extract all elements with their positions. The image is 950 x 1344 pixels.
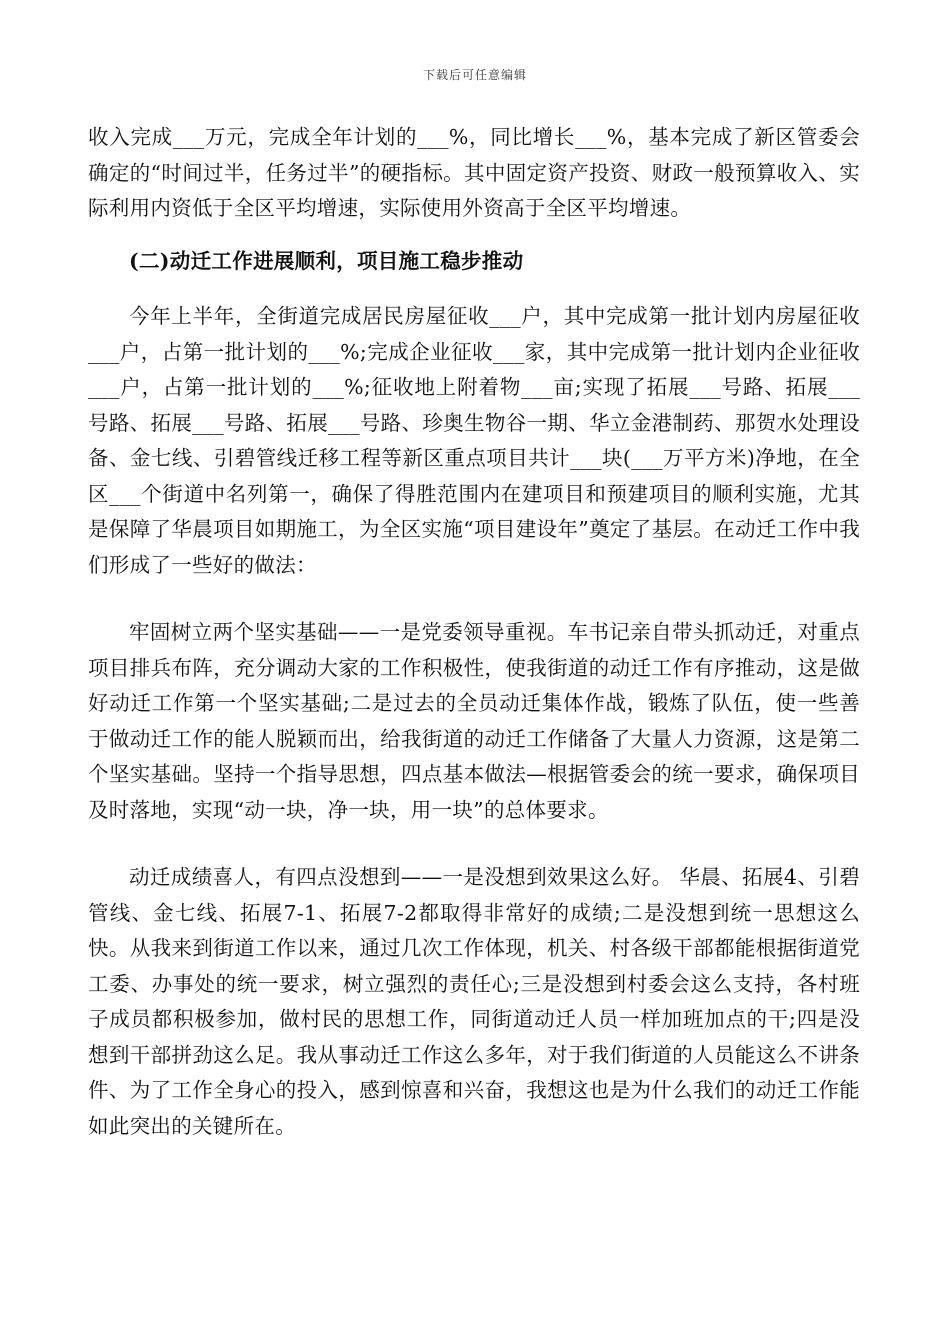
document-body bbox=[88, 120, 860, 1144]
page-header: 下载后可任意编辑 bbox=[422, 68, 527, 82]
paragraph-foundations: 牢固树立两个坚实基础——一是党委领导重视。车书记亲自带头抓动迁，对重点项目排兵布阵，充分调动大家的工作积极性，使我街道的动迁工作有序推动，这是做好动迁工作第一个坚实基础;二是过去的全员动迁集体作战，锻炼了队伍，使一些善于做动迁工作的能人脱颖而出，给我街道的动迁工作储备了大量人力资源，这是第二个坚实基础。坚持一个指导思想，四点基本做法—根据管委会的统一要求，确保项目及时落地，实现“动一块，净一块，用一块”的总体要求。 bbox=[88, 620, 860, 822]
paragraph-relocation-progress: 今年上半年，全街道完成居民房屋征收___户，其中完成第一批计划内房屋征收___户，占第一批计划的___%;完成企业征收___家，其中完成第一批计划内企业征收___户，占第一批计划的___%;征收地上附着物___亩;实现了拓展___号路、拓展___号路、拓展___号路、拓展___号路、珍奥生物谷一期、华立金港制药、那贺水处理设备、金七线、引碧管线迁移工程等新区重点项目共计___块(___万平方米)净地，在全区___个街道中名列第一，确保了得胜范围内在建项目和预建项目的顺利实施，尤其是保障了华晨项目如期施工，为全区实施“项目建设年”奠定了基层。在动迁工作中我们形成了一些好的做法： bbox=[88, 304, 860, 577]
paragraph-achievements: 动迁成绩喜人，有四点没想到——一是没想到效果这么好。 华晨、拓展4、引碧管线、金七线、拓展7-1、拓展7-2都取得非常好的成绩;二是没想到统一思想这么快。从我来到街道工作以来，通过几次工作体现，机关、村各级干部都能根据街道党工委、办事处的统一要求，树立强烈的责任心;三是没想到村委会这么支持，各村班子成员都积极参加，做村民的思想工作，同街道动迁人员一样加班加点的干;四是没想到干部拼劲这么足。我从事动迁工作这么多年，对于我们街道的人员能这么不讲条件、为了工作全身心的投入，感到惊喜和兴奋，我想这也是为什么我们的动迁工作能如此突出的关键所在。 bbox=[88, 865, 860, 1138]
paragraph-revenue-summary: 收入完成___万元，完成全年计划的___%，同比增长___%，基本完成了新区管委会确定的“时间过半，任务过半”的硬指标。其中固定资产投资、财政一般预算收入、实际利用内资低于全区平均增速，实际使用外资高于全区平均增速。 bbox=[88, 125, 860, 220]
section-heading: (二)动迁工作进展顺利，项目施工稳步推动 bbox=[129, 248, 524, 273]
